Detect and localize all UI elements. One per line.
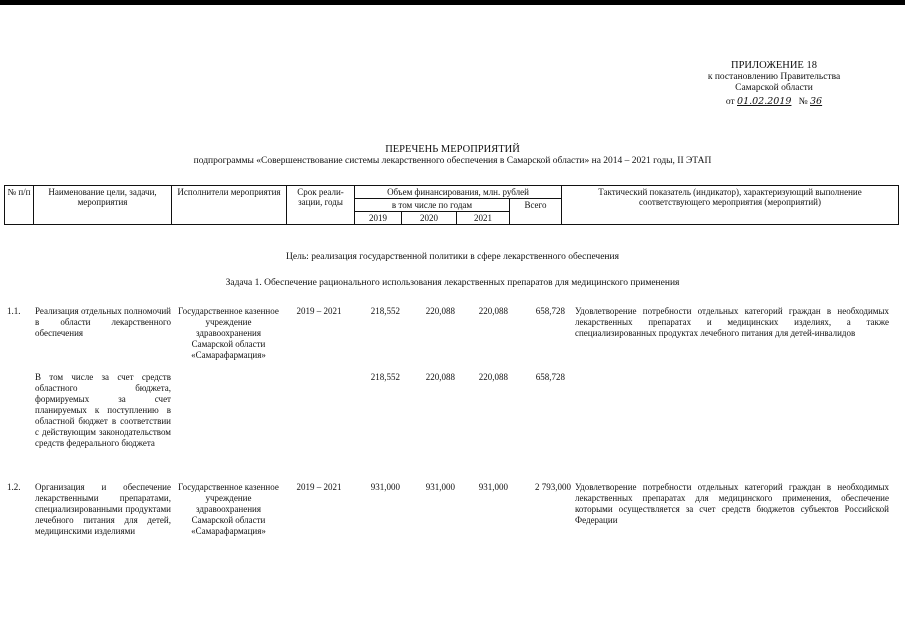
row-1-value-2020: 220,088	[425, 306, 455, 316]
row-1-sub-value-2019: 218,552	[370, 372, 400, 382]
header-executor: Исполнители мероприятия	[172, 186, 287, 225]
header-year-2021: 2021	[457, 212, 510, 225]
header-year-2020: 2020	[402, 212, 457, 225]
scan-top-edge	[0, 0, 905, 5]
date-value: 01.02.2019	[737, 96, 792, 107]
row-2-total: 2 793,000	[535, 482, 571, 492]
header-by-year: в том числе по годам	[355, 199, 510, 212]
goal-heading: Цель: реализация государственной политики в сфере лекарственного обеспечения	[286, 252, 619, 262]
date-prefix: от	[725, 97, 735, 107]
row-1-value-2021: 220,088	[478, 306, 508, 316]
appendix-line-1: к постановлению Правительства	[707, 72, 841, 82]
row-1-sub-value-2020: 220,088	[425, 372, 455, 382]
table-header	[4, 185, 899, 225]
document-subtitle: подпрограммы «Совершенствование системы лекарственного обеспечения в Самарской области» на 2014 – 2021 годы, II ЭТАП	[193, 156, 712, 166]
row-2-name: Организация и обеспечение лекарственными препаратами, специализированными продуктами лечебного питания для детей, медицинскими изделиями	[35, 482, 171, 536]
header-total: Всего	[510, 199, 562, 225]
appendix-block	[689, 60, 859, 108]
row-2-value-2019: 931,000	[370, 482, 400, 492]
row-2-value-2021: 931,000	[478, 482, 508, 492]
header-indicator: Тактический показатель (индикатор), характеризующий выполнение соответствующего мероприятия (мероприятий)	[562, 186, 899, 225]
header-funding: Объем финансирования, млн. рублей	[355, 186, 562, 199]
row-1-name: Реализация отдельных полномочий в области лекарственного обеспечения	[35, 306, 171, 338]
row-1-term: 2019 – 2021	[296, 306, 342, 316]
number-value: 36	[810, 96, 823, 107]
header-term: Срок реали-зации, годы	[287, 186, 355, 225]
row-1-sub-value-2021: 220,088	[478, 372, 508, 382]
row-1-value-2019: 218,552	[370, 306, 400, 316]
header-year-2019: 2019	[355, 212, 402, 225]
document-title: ПЕРЕЧЕНЬ МЕРОПРИЯТИЙ	[385, 144, 520, 155]
row-2-value-2020: 931,000	[425, 482, 455, 492]
appendix-date-line	[689, 96, 859, 108]
row-1-num: 1.1.	[7, 306, 21, 316]
appendix-line-2: Самарской области	[735, 83, 813, 93]
row-2-num: 1.2.	[7, 482, 21, 492]
header-num: № п/п	[5, 186, 34, 225]
appendix-heading: ПРИЛОЖЕНИЕ 18	[731, 60, 817, 71]
row-2-term: 2019 – 2021	[296, 482, 342, 492]
row-1-executor: Государственное казенное учреждение здравоохранения Самарской области «Самарафармация»	[178, 306, 279, 360]
header-name: Наименование цели, задачи, мероприятия	[34, 186, 172, 225]
row-2-executor: Государственное казенное учреждение здравоохранения Самарской области «Самарафармация»	[178, 482, 279, 536]
number-prefix: №	[798, 97, 808, 107]
row-1-sub-name: В том числе за счет средств областного бюджета, формируемых за счет планируемых к поступлению в областной бюджет в соответствии с действующим законодательством средств федерального бюджета	[35, 372, 171, 448]
row-1-sub-total: 658,728	[535, 372, 565, 382]
task-heading: Задача 1. Обеспечение рационального использования лекарственных препаратов для медицинского применения	[225, 278, 680, 288]
row-2-indicator: Удовлетворение потребности отдельных категорий граждан в необходимых лекарственных препаратах для медицинского применения, обеспечение которыми осуществляется за счет средств бюджетов субъектов Российской Федерации	[575, 482, 889, 525]
row-1-indicator: Удовлетворение потребности отдельных категорий граждан в необходимых лекарственных препаратах и медицинских изделиях, а также специализированных продуктах лечебного питания для детей-инвалидов	[575, 306, 889, 338]
row-1-total: 658,728	[535, 306, 565, 316]
